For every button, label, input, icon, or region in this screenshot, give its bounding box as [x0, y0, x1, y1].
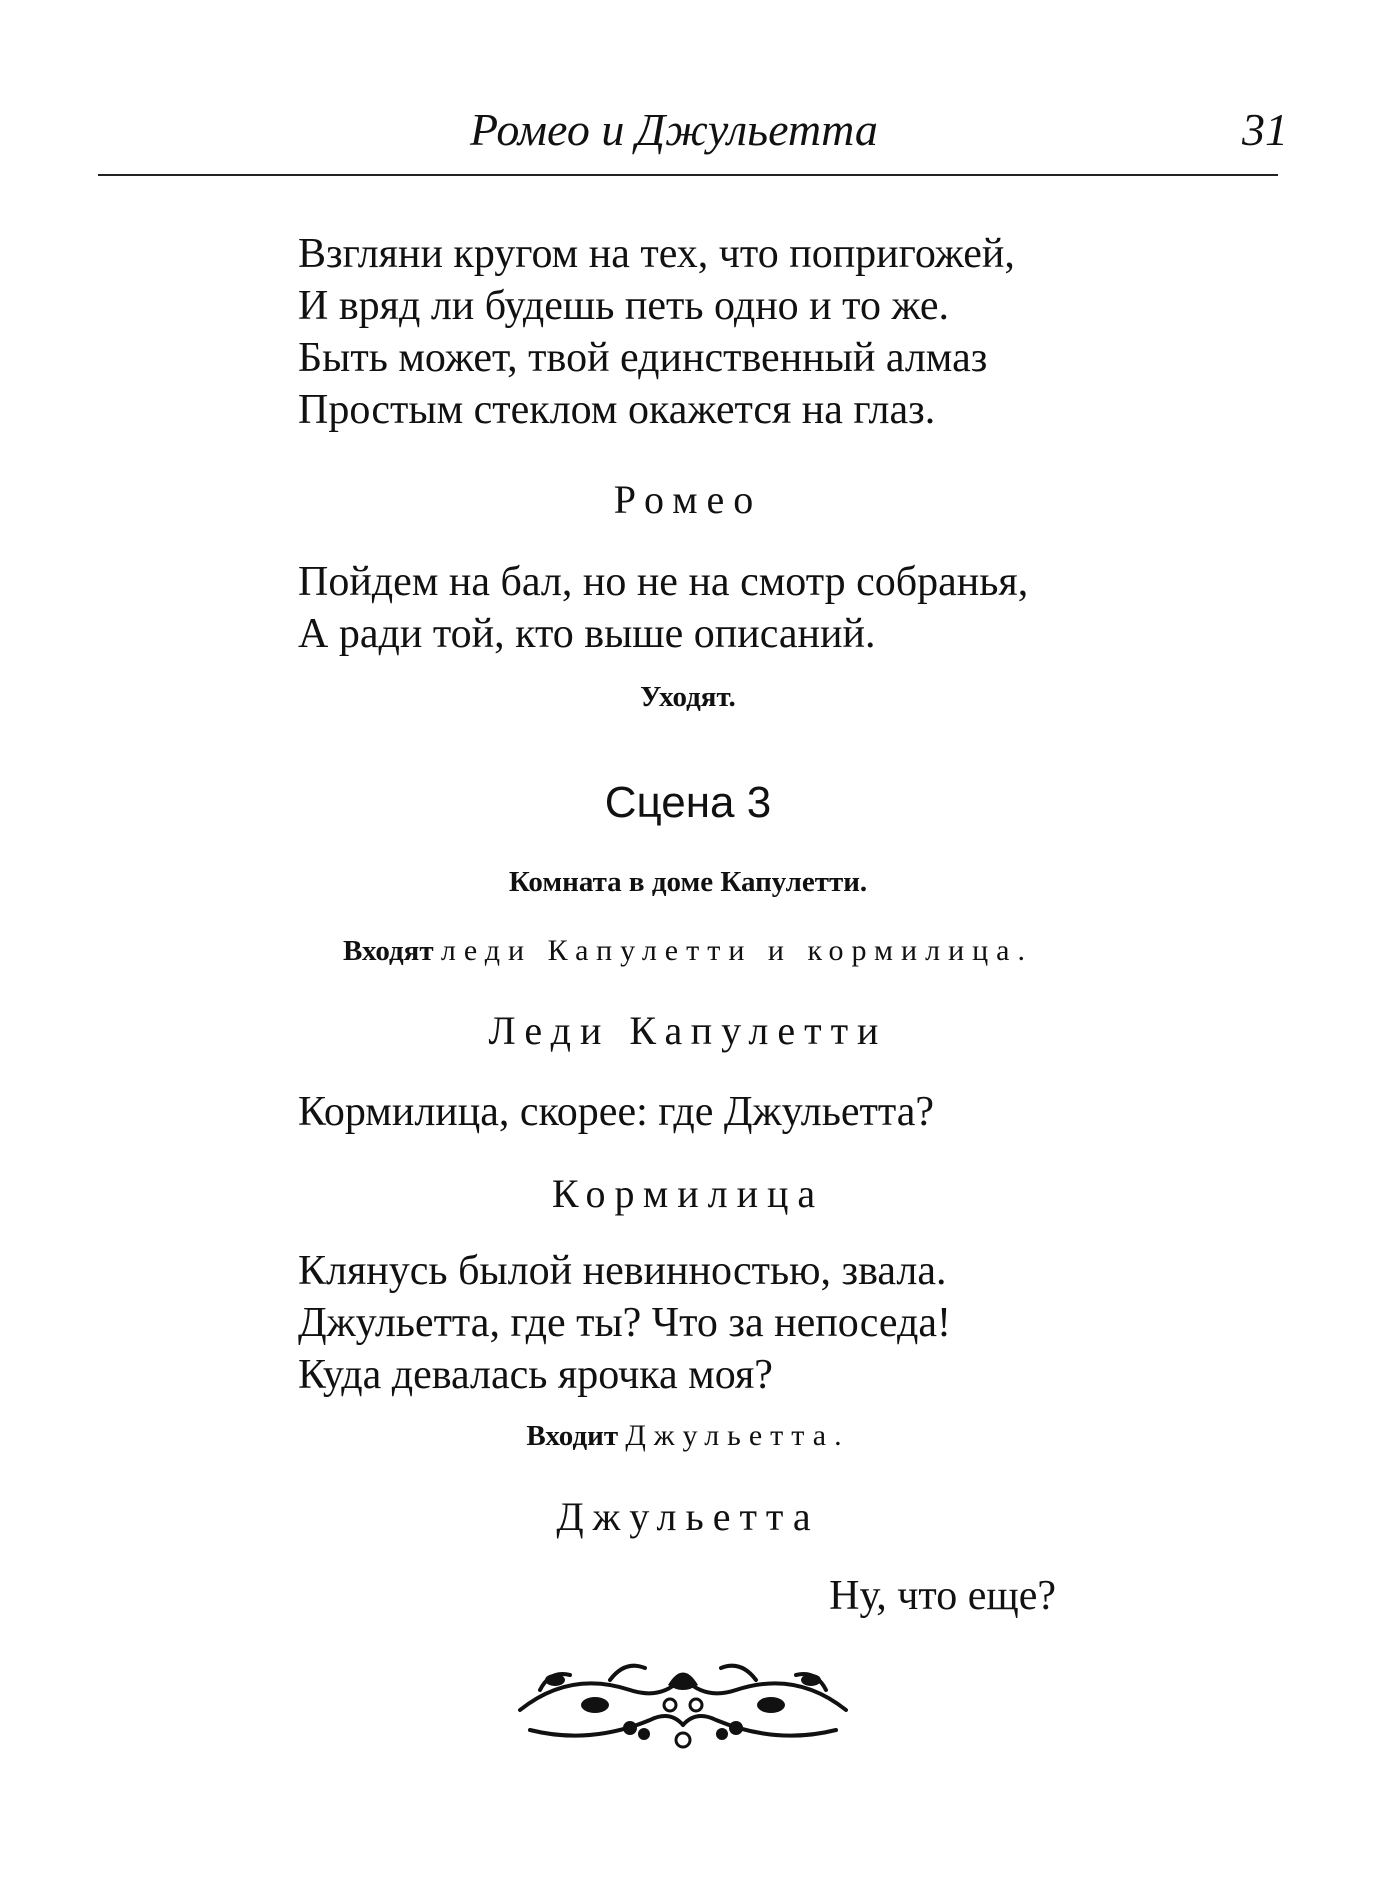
speaker-romeo: Ромео — [613, 477, 763, 522]
verse-block-4 — [298, 1245, 951, 1401]
verse-block-3 — [298, 1086, 934, 1138]
verse-line: Куда девалась ярочка моя? — [298, 1352, 773, 1398]
verse-line: Пойдем на бал, но не на смотр собранья, — [298, 559, 1029, 605]
stage-direction-enter-1 — [0, 934, 1376, 968]
verse-line: Быть может, твой единственный алмаз — [298, 335, 988, 381]
verse-line: Кормилица, скорее: где Джульетта? — [298, 1089, 934, 1135]
verse-line: А ради той, кто выше описаний. — [298, 611, 876, 657]
speaker-nurse: Кормилица — [551, 1171, 825, 1216]
verse-block-2 — [298, 556, 1028, 660]
verse-line: Простым стеклом окажется на глаз. — [298, 387, 936, 433]
stage-verb: Входит — [526, 1420, 619, 1452]
running-header-title: Ромео и Джульетта — [470, 104, 878, 155]
stage-characters: Джульетта. — [625, 1419, 850, 1452]
stage-direction-exit: Уходят. — [640, 681, 736, 713]
verse-line-final: Ну, что еще? — [829, 1573, 1056, 1619]
verse-line: Джульетта, где ты? Что за непоседа! — [298, 1300, 952, 1346]
verse-block-1 — [298, 228, 1015, 436]
verse-line: Клянусь былой невинностью, звала. — [298, 1248, 947, 1294]
speaker-lady-capulet: Леди Капулетти — [488, 1008, 888, 1053]
stage-characters: леди Капулетти и кормилица. — [440, 934, 1033, 967]
verse-line: Взгляни кругом на тех, что попригожей, — [298, 231, 1015, 277]
stage-direction-enter-2 — [0, 1419, 1376, 1453]
stage-direction-location: Комната в доме Капулетти. — [508, 866, 868, 898]
speaker-juliet: Джульетта — [556, 1494, 820, 1539]
floral-vignette-icon — [510, 1650, 856, 1752]
header-divider — [98, 174, 1278, 176]
page-number: 31 — [1242, 104, 1288, 155]
scene-title: Сцена 3 — [604, 778, 772, 827]
stage-verb: Входят — [342, 935, 434, 967]
verse-line: И вряд ли будешь петь одно и то же. — [298, 283, 950, 329]
